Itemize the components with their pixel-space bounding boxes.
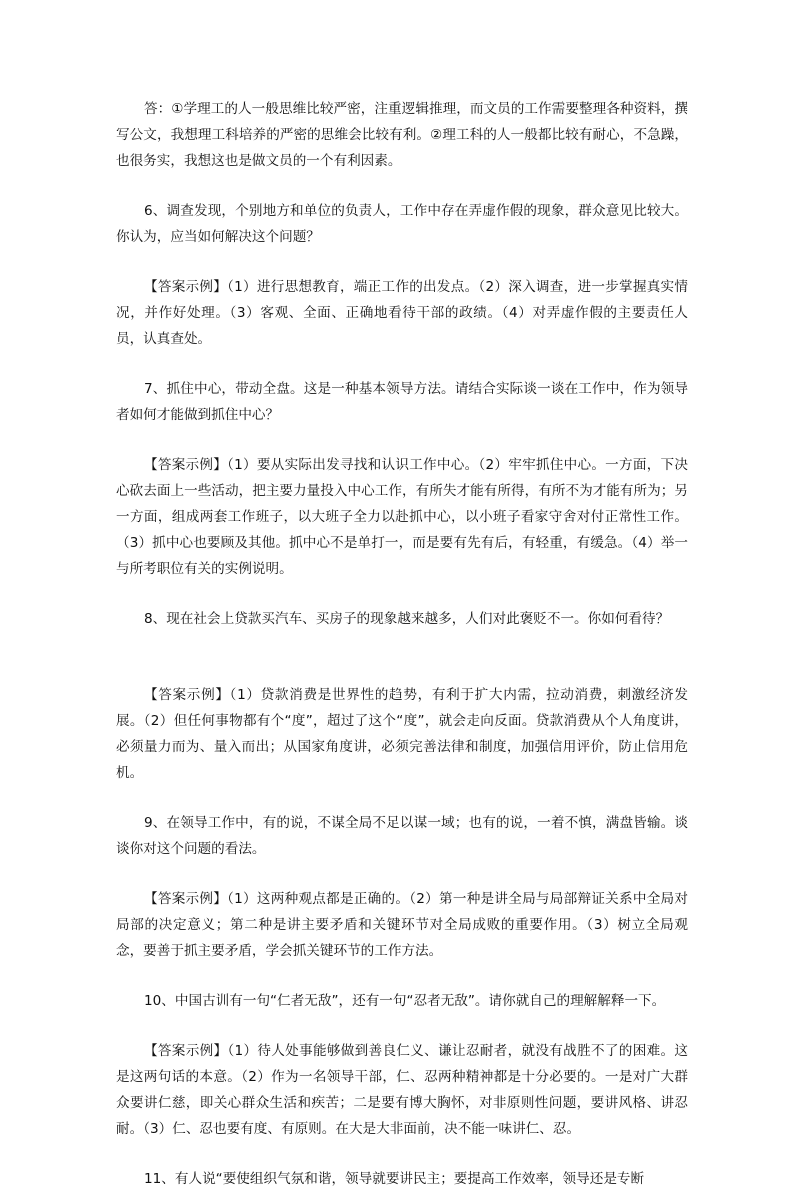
answer-example-7: 【答案示例】（1）要从实际出发寻找和认识工作中心。（2）牢牢抓住中心。一方面，下决心砍去面上一些活动，把主要力量投入中心工作，有所失才能有所得，有所不为才能有所为；另一方面，组成两套工作班子，以大班子全力以赴抓中心，以小班子看家守舍对付正常性工作。（3）抓中心也要顾及其他。抓中心不是单打一，而是要有先有后，有轻重，有缓急。（4）举一与所考职位有关的实例说明。 (116, 457, 688, 577)
question-11: 11、有人说“要使组织气氛和谐，领导就要讲民主；要提高工作效率，领导还是专断 (144, 1171, 645, 1187)
question-6: 6、调查发现，个别地方和单位的负责人，工作中存在弄虚作假的现象，群众意见比较大。你认为，应当如何解决这个问题？ (116, 203, 688, 245)
question-9: 9、在领导工作中，有的说，不谋全局不足以谋一域；也有的说，一着不慎，满盘皆输。谈谈你对这个问题的看法。 (116, 815, 688, 857)
question-10: 10、中国古训有一句“仁者无敌”，还有一句“忍者无敌”。请你就自己的理解解释一下。 (144, 993, 666, 1009)
answer-example-6: 【答案示例】（1）进行思想教育，端正工作的出发点。（2）深入调查，进一步掌握真实情况，并作好处理。（3）客观、全面、正确地看待干部的政绩。（4）对弄虚作假的主要责任人员，认真查处。 (116, 279, 688, 347)
question-8: 8、现在社会上贷款买汽车、买房子的现象越来越多，人们对此褒贬不一。你如何看待？ (144, 611, 670, 627)
answer-example-10: 【答案示例】（1）待人处事能够做到善良仁义、谦让忍耐者，就没有战胜不了的困难。这是这两句话的本意。（2）作为一名领导干部，仁、忍两种精神都是十分必要的。一是对广大群众要讲仁慈，即关心群众生活和疾苦；二是要有博大胸怀，对非原则性问题，要讲风格、讲忍耐。（3）仁、忍也要有度、有原则。在大是大非面前，决不能一味讲仁、忍。 (116, 1043, 688, 1137)
answer-example-8: 【答案示例】（1）贷款消费是世界性的趋势，有利于扩大内需，拉动消费，刺激经济发展。（2）但任何事物都有个“度”，超过了这个“度”，就会走向反面。贷款消费从个人角度讲，必须量力而为、量入而出；从国家角度讲，必须完善法律和制度，加强信用评价，防止信用危机。 (116, 687, 688, 781)
answer-example-9: 【答案示例】（1）这两种观点都是正确的。（2）第一种是讲全局与局部辩证关系中全局对局部的决定意义；第二种是讲主要矛盾和关键环节对全局成败的重要作用。（3）树立全局观念，要善于抓主要矛盾，学会抓关键环节的工作方法。 (116, 891, 688, 959)
answer-paragraph-5: 答：①学理工的人一般思维比较严密，注重逻辑推理，而文员的工作需要整理各种资料，撰写公文，我想理工科培养的严密的思维会比较有利。②理工科的人一般都比较有耐心，不急躁，也很务实，我想这也是做文员的一个有利因素。 (116, 101, 688, 169)
question-7: 7、抓住中心，带动全盘。这是一种基本领导方法。请结合实际谈一谈在工作中，作为领导者如何才能做到抓住中心？ (116, 381, 688, 423)
document-page (116, 96, 688, 1192)
